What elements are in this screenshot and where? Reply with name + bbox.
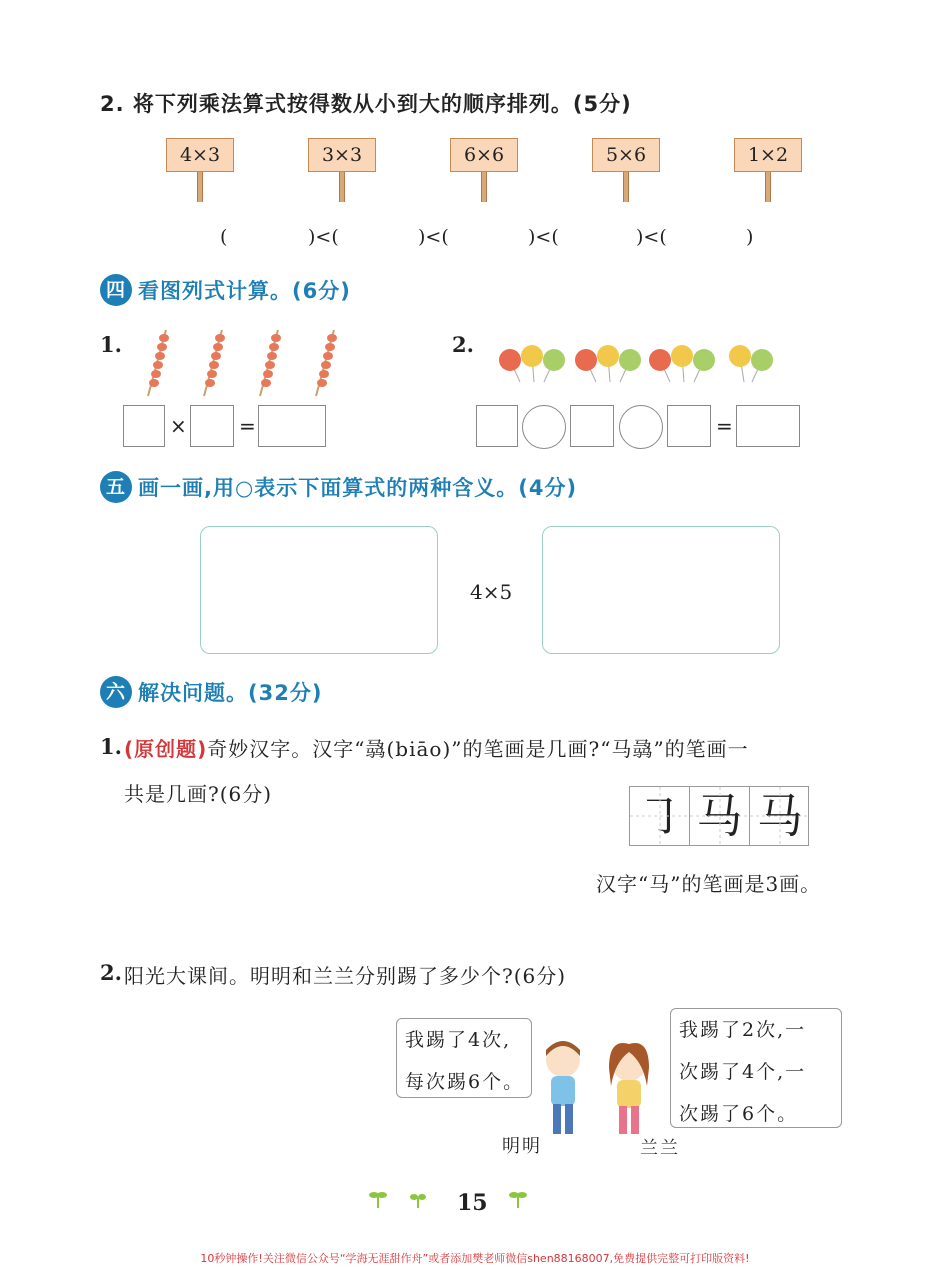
sign-label: 4×3 xyxy=(166,138,234,172)
problem-1-text: 奇妙汉字。汉字“骉(biāo)”的笔画是几画?“马骉”的笔画一 xyxy=(207,737,749,761)
sign-3 xyxy=(450,138,520,206)
boy-icon xyxy=(546,1041,580,1134)
stroke-caption: 汉字“马”的笔画是3画。 xyxy=(596,872,822,896)
problem-1-line-1 xyxy=(124,733,854,762)
girl-icon xyxy=(609,1043,649,1134)
sign-1 xyxy=(166,138,236,206)
section-title: 解决问题。(32分) xyxy=(138,681,323,705)
grid-guides xyxy=(630,787,808,845)
sign-post xyxy=(481,172,487,202)
skewer-icon xyxy=(204,330,225,396)
equals-sign: = xyxy=(716,414,733,438)
problem-1-line-2: 共是几画?(6分) xyxy=(124,782,273,806)
section-5-header xyxy=(100,471,577,505)
lollipop-icon xyxy=(649,349,671,382)
lollipop-icon xyxy=(729,345,751,382)
order-paren: )<( xyxy=(528,226,559,248)
operator-circle[interactable] xyxy=(619,405,663,449)
lollipop-icon xyxy=(751,349,773,382)
skewers-illustration xyxy=(118,326,338,400)
question-2-title: 2. 将下列乘法算式按得数从小到大的顺序排列。(5分) xyxy=(100,92,632,116)
section-4-header xyxy=(100,274,351,308)
bubble-line: 次踢了6个。 xyxy=(679,1103,799,1125)
problem-number: 1. xyxy=(100,332,122,357)
order-paren: ) xyxy=(746,226,754,248)
bubble-line: 我踢了2次,一 xyxy=(679,1019,807,1041)
order-paren: ( xyxy=(220,226,228,248)
name-lanlan: 兰兰 xyxy=(640,1138,680,1159)
grid-cell: 马 xyxy=(690,787,750,845)
sprout-decorations xyxy=(368,1188,538,1210)
grid-cell: 马 xyxy=(757,789,803,843)
grid-cell: ㇆ xyxy=(630,787,690,845)
sign-2 xyxy=(308,138,378,206)
speech-bubble-mingming xyxy=(396,1018,532,1098)
section-badge: 六 xyxy=(100,676,132,708)
sign-label: 6×6 xyxy=(450,138,518,172)
lollipop-icon xyxy=(693,349,715,382)
answer-box[interactable] xyxy=(123,405,165,447)
sign-4 xyxy=(592,138,662,206)
lollipop-icon xyxy=(597,345,619,382)
order-paren: )<( xyxy=(636,226,667,248)
skewer-icon xyxy=(260,330,281,396)
sprout-icon xyxy=(369,1192,387,1208)
expression: 4×5 xyxy=(470,580,513,604)
answer-box[interactable] xyxy=(258,405,326,447)
bubble-line: 次踢了4个,一 xyxy=(679,1061,807,1083)
answer-box[interactable] xyxy=(736,405,800,447)
lollipop-icon xyxy=(671,345,693,382)
lollipop-icon xyxy=(499,349,521,382)
lollipop-icon xyxy=(575,349,597,382)
speech-bubble-lanlan xyxy=(670,1008,842,1128)
sign-label: 3×3 xyxy=(308,138,376,172)
sign-post xyxy=(623,172,629,202)
sign-post xyxy=(765,172,771,202)
lollipop-icon xyxy=(543,349,565,382)
name-mingming: 明明 xyxy=(502,1136,542,1157)
lollipops-illustration xyxy=(494,338,784,388)
order-paren: )<( xyxy=(418,226,449,248)
drawing-area-right[interactable] xyxy=(542,526,780,654)
answer-box[interactable] xyxy=(570,405,614,447)
section-6-header xyxy=(100,676,322,710)
bubble-line: 每次踢6个。 xyxy=(405,1071,525,1093)
sign-post xyxy=(339,172,345,202)
sprout-icon xyxy=(509,1192,527,1208)
operator-circle[interactable] xyxy=(522,405,566,449)
sprout-icon xyxy=(410,1194,426,1208)
problem-2-text: 阳光大课间。明明和兰兰分别踢了多少个?(6分) xyxy=(124,964,567,988)
problem-number: 2. xyxy=(100,960,122,985)
lollipop-icon xyxy=(619,349,641,382)
skewer-icon xyxy=(316,330,337,396)
order-paren: )<( xyxy=(308,226,339,248)
section-badge: 四 xyxy=(100,274,132,306)
section-badge: 五 xyxy=(100,471,132,503)
bubble-line: 我踢了4次, xyxy=(405,1029,512,1051)
sign-post xyxy=(197,172,203,202)
answer-box[interactable] xyxy=(476,405,518,447)
original-tag: (原创题) xyxy=(124,737,208,761)
section-title: 画一画,用○表示下面算式的两种含义。(4分) xyxy=(138,476,578,500)
drawing-area-left[interactable] xyxy=(200,526,438,654)
sign-label: 1×2 xyxy=(734,138,802,172)
problem-number: 2. xyxy=(452,332,474,357)
sign-label: 5×6 xyxy=(592,138,660,172)
equals-sign: = xyxy=(239,414,256,438)
children-illustration xyxy=(535,1038,665,1143)
answer-box[interactable] xyxy=(667,405,711,447)
page-number: 15 xyxy=(457,1190,488,1216)
lollipop-icon xyxy=(521,345,543,382)
skewer-icon xyxy=(148,330,169,396)
answer-box[interactable] xyxy=(190,405,234,447)
sign-5 xyxy=(734,138,804,206)
writing-grid xyxy=(629,786,809,846)
times-sign: × xyxy=(170,414,187,438)
section-title: 看图列式计算。(6分) xyxy=(138,279,351,303)
problem-number: 1. xyxy=(100,734,122,759)
footer-notice: 10秒钟操作!关注微信公众号“学海无涯甜作舟”或者添加樊老师微信shen88168007,免费提供完整可打印版资料! xyxy=(200,1252,750,1265)
